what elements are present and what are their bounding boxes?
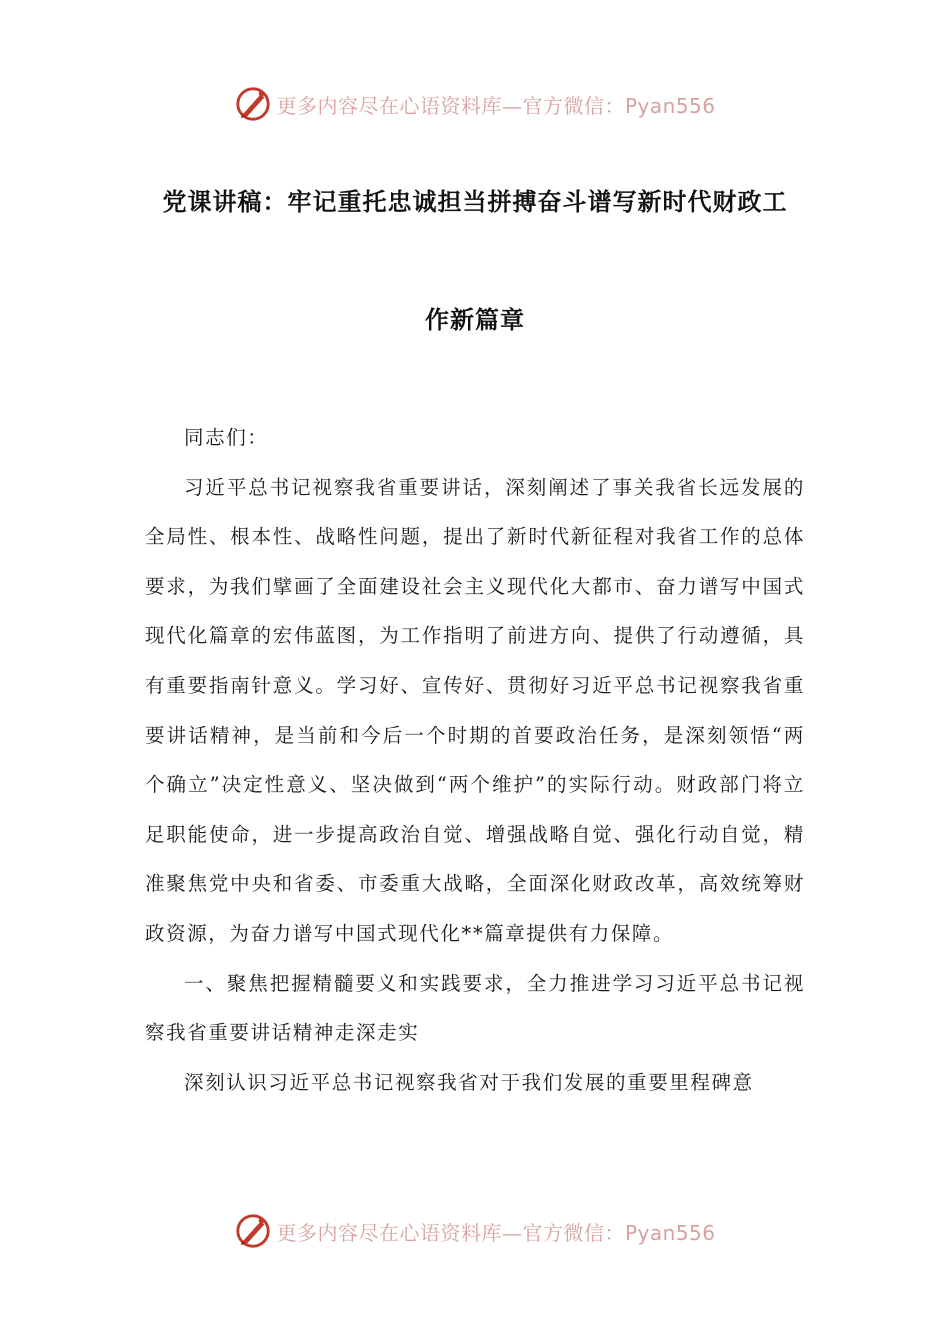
watermark-banner-top — [0, 84, 950, 124]
section-heading: 一、聚焦把握精髓要义和实践要求，全力推进学习习近平总书记视察我省重要讲话精神走深走实 — [145, 971, 805, 1045]
document-title-line-1: 党课讲稿：牢记重托忠诚担当拼搏奋斗谱写新时代财政工 — [162, 188, 788, 216]
document-body — [145, 413, 805, 1107]
watermark-text: 更多内容尽在心语资料库—官方微信：Pyan556 — [276, 1220, 716, 1245]
watermark-banner-bottom — [0, 1211, 950, 1251]
salutation: 同志们： — [184, 426, 269, 449]
quill-logo-icon — [234, 1212, 272, 1250]
document-title-line-2: 作新篇章 — [425, 306, 525, 334]
watermark-text: 更多内容尽在心语资料库—官方微信：Pyan556 — [276, 93, 716, 118]
body-paragraph: 深刻认识习近平总书记视察我省对于我们发展的重要里程碑意 — [184, 1070, 754, 1094]
body-paragraph: 习近平总书记视察我省重要讲话，深刻阐述了事关我省长远发展的全局性、根本性、战略性问题，提出了新时代新征程对我省工作的总体要求，为我们擘画了全面建设社会主义现代化大都市、奋力谱写中国式现代化篇章的宏伟蓝图，为工作指明了前进方向、提供了行动遵循，具有重要指南针意义。学习好、宣传好、贯彻好习近平总书记视察我省重要讲话精神，是当前和今后一个时期的首要政治任务，是深刻领悟“两个确立”决定性意义、坚决做到“两个维护”的实际行动。财政部门将立足职能使命，进一步提高政治自觉、增强战略自觉、强化行动自觉，精准聚焦党中央和省委、市委重大战略，全面深化财政改革，高效统筹财政资源，为奋力谱写中国式现代化**篇章提供有力保障。 — [145, 475, 805, 945]
quill-logo-icon — [234, 85, 272, 123]
